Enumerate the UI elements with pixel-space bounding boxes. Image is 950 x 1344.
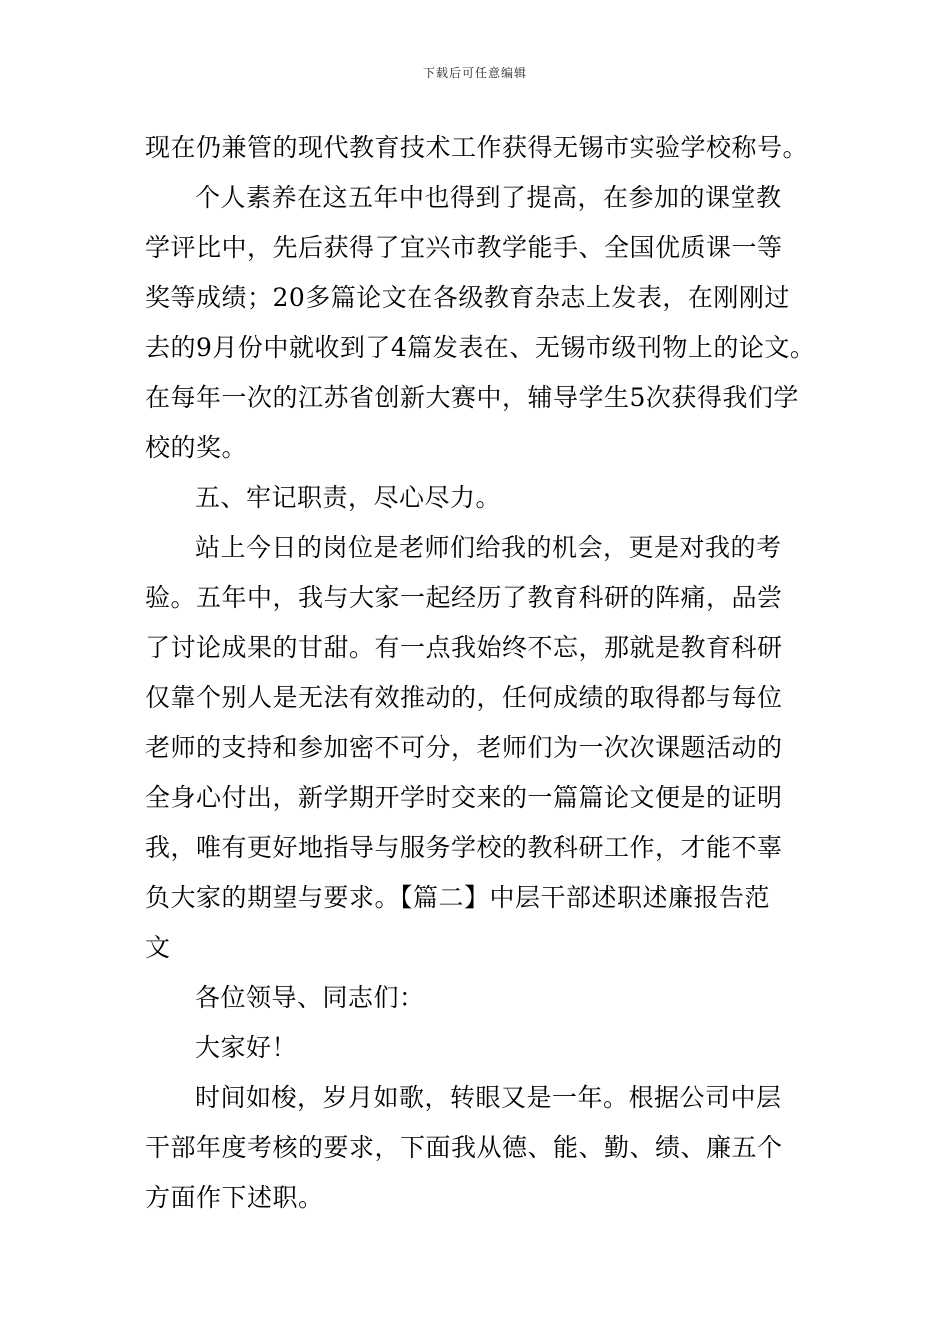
text-line: 校的奖。: [145, 433, 248, 462]
text-line: 现在仍兼管的现代教育技术工作获得无锡市实验学校称号。: [145, 133, 809, 162]
text-line: 文: [145, 933, 171, 962]
salutation: 各位领导、同志们：: [195, 983, 425, 1012]
text-line: 干部年度考核的要求，下面我从德、能、勤、绩、廉五个: [145, 1133, 783, 1162]
text-line: 时间如梭，岁月如歌，转眼又是一年。根据公司中层: [195, 1083, 782, 1112]
text-line: 老师的支持和参加密不可分，老师们为一次次课题活动的: [145, 733, 783, 762]
text-line: 我，唯有更好地指导与服务学校的教科研工作，才能不辜: [145, 833, 783, 862]
text-line: 在每年一次的江苏省创新大赛中，辅导学生5次获得我们学: [145, 383, 799, 412]
text-line: 全身心付出，新学期开学时交来的一篇篇论文便是的证明: [145, 783, 783, 812]
text-line: 了讨论成果的甘甜。有一点我始终不忘，那就是教育科研: [145, 633, 783, 662]
document-body: [145, 123, 815, 1223]
text-line: 验。五年中，我与大家一起经历了教育科研的阵痛，品尝: [145, 583, 783, 612]
text-line: 个人素养在这五年中也得到了提高，在参加的课堂教: [195, 183, 782, 212]
text-line: 负大家的期望与要求。【篇二】中层干部述职述廉报告范: [145, 883, 771, 912]
page-header: 下载后可任意编辑: [422, 66, 527, 80]
text-line: 仅靠个别人是无法有效推动的，任何成绩的取得都与每位: [145, 683, 783, 712]
text-line: 学评比中，先后获得了宜兴市教学能手、全国优质课一等: [145, 233, 783, 262]
text-line: 站上今日的岗位是老师们给我的机会，更是对我的考: [195, 533, 782, 562]
text-line: 奖等成绩；20多篇论文在各级教育杂志上发表，在刚刚过: [145, 283, 790, 312]
greeting: 大家好！: [195, 1033, 298, 1062]
section-heading: 五、牢记职责，尽心尽力。: [195, 483, 502, 512]
text-line: 方面作下述职。: [145, 1183, 324, 1212]
text-line: 去的9月份中就收到了4篇发表在、无锡市级刊物上的论文。: [145, 333, 816, 362]
